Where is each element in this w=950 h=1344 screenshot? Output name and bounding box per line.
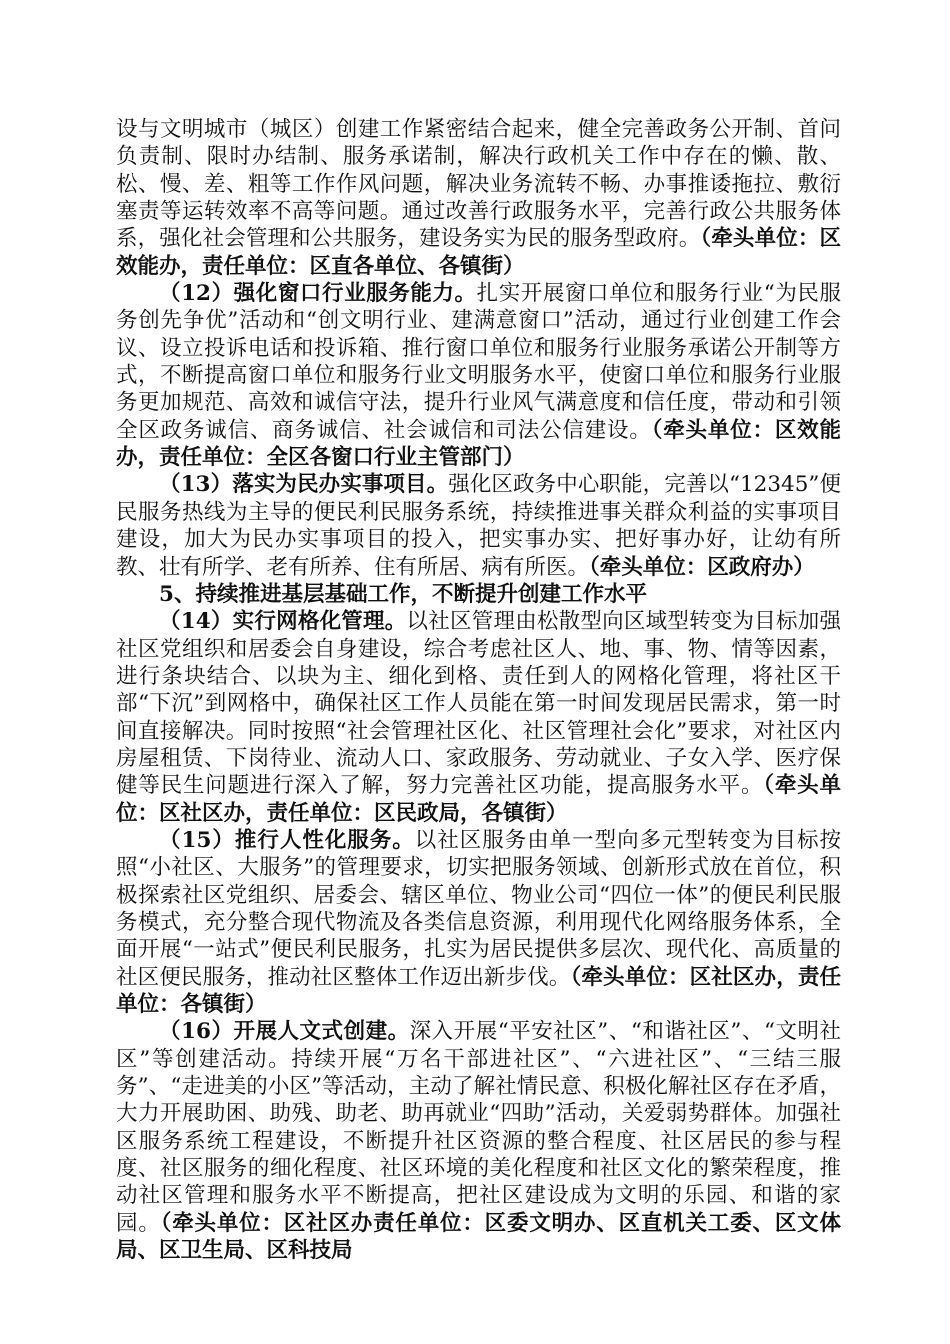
item-title: （12）强化窗口行业服务能力。 xyxy=(159,281,477,307)
text-run: 扎实开展窗口单位和服务行业“为民服务创先争优”活动和“创文明行业、建满意窗口”活动，通过行业创建工作会议、设立投诉电话和投诉箱、推行窗口单位和服务行业服务承诺公开制等方式，不断提高窗口单位和服务行业文明服务水平，使窗口单位和服务行业服务更加规范、高效和诚信守法，提升行业风气满意度和信任度，带动和引领全区政务诚信、商务诚信、社会诚信和司法公信建设。 xyxy=(116,281,841,443)
paragraph-intro xyxy=(116,116,841,280)
responsibility-note: （牵头单位：区效能办，责任单位：全区各窗口行业主管部门） xyxy=(116,417,841,471)
paragraph-item-15 xyxy=(116,827,841,1018)
item-title: （13）落实为民办实事项目。 xyxy=(159,472,449,498)
text-run: 设与文明城市（城区）创建工作紧密结合起来，健全完善政务公开制、首问负责制、限时办结制、服务承诺制，解决行政机关工作中存在的懒、散、松、慢、差、粗等工作作风问题，解决业务流转不畅、办事推诿拖拉、敷衍塞责等运转效率不高等问题。通过改善行政服务水平，完善行政公共服务体系，强化社会管理和公共服务，建设务实为民的服务型政府。 xyxy=(116,117,841,252)
paragraph-item-16 xyxy=(116,1018,841,1264)
responsibility-note: （牵头单位：区政府办） xyxy=(589,554,815,580)
section-heading-5 xyxy=(116,581,841,608)
responsibility-note: （牵头单位：区社区办责任单位：区委文明办、区直机关工委、区文体局、区卫生局、区科技局 xyxy=(116,1210,841,1264)
text-run: 以社区管理由松散型向区域型转变为目标加强社区党组织和居委会自身建设，综合考虑社区人、地、事、物、情等因素，进行条块结合、以块为主、细化到格、责任到人的网格化管理，将社区干部“下沉”到网格中，确保社区工作人员能在第一时间发现居民需求，第一时间直接解决。同时按照“社会管理社区化、社区管理社会化”要求，对社区内房屋租赁、下岗待业、流动人口、家政服务、劳动就业、子女入学、医疗保健等民生问题进行深入了解，努力完善社区功能，提高服务水平。 xyxy=(116,609,841,799)
text-run: 强化区政务中心职能，完善以“12345”便民服务热线为主导的便民利民服务系统，持续推进事关群众利益的实事项目建设，加大为民办实事项目的投入，把实事办实、把好事办好，让幼有所教、壮有所学、老有所养、住有所居、病有所医。 xyxy=(116,472,841,580)
item-title: （14）实行网格化管理。 xyxy=(159,609,407,635)
item-title: （15）推行人性化服务。 xyxy=(159,827,415,853)
paragraph-item-14 xyxy=(116,608,841,827)
responsibility-note: （牵头单位：区社区办，责任单位：各镇街） xyxy=(116,964,841,1017)
responsibility-note: （牵头单位：区效能办，责任单位：区直各单位、各镇街） xyxy=(116,226,841,279)
paragraph-item-12 xyxy=(116,280,841,471)
document-body xyxy=(116,116,841,1264)
item-title: （16）开展人文式创建。 xyxy=(159,1019,410,1045)
paragraph-item-13 xyxy=(116,471,841,580)
responsibility-note: （牵头单位：区社区办，责任单位：区民政局，各镇街） xyxy=(116,773,841,826)
text-run: 以社区服务由单一型向多元型转变为目标按照“小社区、大服务”的管理要求，切实把服务领域、创新形式放在首位，积极探索社区党组织、居委会、辖区单位、物业公司“四位一体”的便民利民服务模式，充分整合现代物流及各类信息资源，利用现代化网络服务体系，全面开展“一站式”便民利民服务，扎实为居民提供多层次、现代化、高质量的社区便民服务，推动社区整体工作迈出新步伐。 xyxy=(116,827,841,990)
section-heading-text: 5、持续推进基层基础工作，不断提升创建工作水平 xyxy=(159,581,647,607)
text-run: 深入开展“平安社区”、“和谐社区”、“文明社区”等创建活动。持续开展“万名干部进社区”、“六进社区”、“三结三服务”、“走进美的小区”等活动，主动了解社情民意、积极化解社区存在矛盾，大力开展助困、助残、助老、助再就业“四助”活动，关爱弱势群体。加强社区服务系统工程建设，不断提升社区资源的整合程度、社区居民的参与程度、社区服务的细化程度、社区环境的美化程度和社区文化的繁荣程度，推动社区管理和服务水平不断提高，把社区建设成为文明的乐园、和谐的家园。 xyxy=(116,1019,841,1236)
